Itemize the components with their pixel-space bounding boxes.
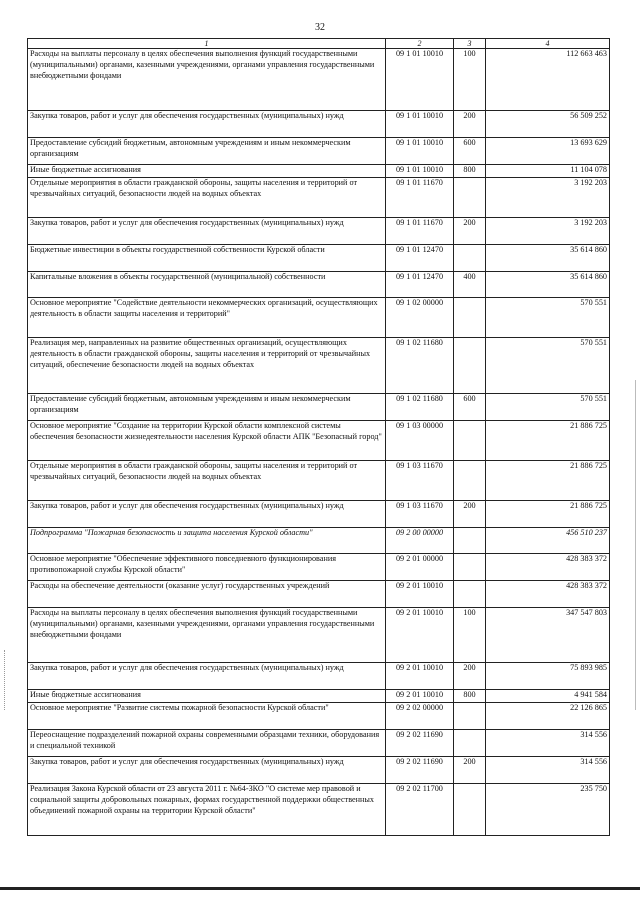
row-sum: 456 510 237	[486, 528, 610, 554]
header-row	[28, 39, 610, 49]
table-row	[28, 581, 610, 608]
table-row	[28, 49, 610, 111]
table-row	[28, 554, 610, 581]
table-row	[28, 690, 610, 703]
row-type	[454, 245, 486, 272]
table-row	[28, 218, 610, 245]
row-sum: 428 383 372	[486, 554, 610, 581]
table-row	[28, 501, 610, 528]
row-code: 09 2 00 00000	[386, 528, 454, 554]
row-type: 600	[454, 138, 486, 165]
row-sum: 11 104 078	[486, 165, 610, 178]
row-type: 400	[454, 272, 486, 298]
row-type	[454, 554, 486, 581]
row-type: 200	[454, 501, 486, 528]
row-sum: 428 383 372	[486, 581, 610, 608]
row-code: 09 1 01 12470	[386, 245, 454, 272]
column-header-code: 2	[386, 39, 454, 49]
row-code: 09 1 01 11670	[386, 218, 454, 245]
column-header-sum: 4	[486, 39, 610, 49]
row-code: 09 2 02 00000	[386, 703, 454, 730]
row-sum: 13 693 629	[486, 138, 610, 165]
column-header-name: 1	[28, 39, 386, 49]
table-row	[28, 421, 610, 461]
row-type	[454, 338, 486, 394]
row-type	[454, 784, 486, 836]
row-code: 09 2 01 00000	[386, 554, 454, 581]
row-sum: 56 509 252	[486, 111, 610, 138]
row-type: 800	[454, 690, 486, 703]
row-code: 09 1 01 12470	[386, 272, 454, 298]
row-code: 09 1 03 11670	[386, 501, 454, 528]
row-sum: 35 614 860	[486, 245, 610, 272]
row-code: 09 1 01 10010	[386, 49, 454, 111]
row-name: Отдельные мероприятия в области гражданской обороны, защиты населения и территорий от чрезвычайных ситуаций, безопасности людей на водных объектах	[28, 178, 386, 218]
table-row	[28, 178, 610, 218]
row-code: 09 1 02 11680	[386, 394, 454, 421]
table-row	[28, 245, 610, 272]
row-type: 100	[454, 49, 486, 111]
row-type	[454, 730, 486, 757]
row-code: 09 1 02 11680	[386, 338, 454, 394]
row-name: Реализация мер, направленных на развитие общественных организаций, осуществляющих деятельность в области гражданской обороны, защиты населения и территорий от чрезвычайных ситуаций, обеспечение безопасности людей на водных объектах	[28, 338, 386, 394]
row-name: Закупка товаров, работ и услуг для обеспечения государственных (муниципальных) нужд	[28, 111, 386, 138]
page-number: 32	[315, 22, 325, 33]
table-row	[28, 338, 610, 394]
row-code: 09 1 01 10010	[386, 165, 454, 178]
row-sum: 314 556	[486, 757, 610, 784]
bottom-rule	[0, 887, 640, 890]
table-row	[28, 138, 610, 165]
row-type	[454, 461, 486, 501]
row-sum: 75 893 985	[486, 663, 610, 690]
row-name: Основное мероприятие "Обеспечение эффективного повседневного функционирования противопожарной службы Курской области"	[28, 554, 386, 581]
row-sum: 4 941 584	[486, 690, 610, 703]
row-name: Отдельные мероприятия в области гражданской обороны, защиты населения и территорий от чрезвычайных ситуаций, безопасности людей на водных объектах	[28, 461, 386, 501]
row-name: Основное мероприятие "Содействие деятельности некоммерческих организаций, осуществляющих деятельность в области защиты населения и территорий"	[28, 298, 386, 338]
row-type	[454, 178, 486, 218]
table-row	[28, 757, 610, 784]
row-name: Основное мероприятие "Развитие системы пожарной безопасности Курской области"	[28, 703, 386, 730]
row-code: 09 1 02 00000	[386, 298, 454, 338]
row-type	[454, 421, 486, 461]
row-sum: 347 547 803	[486, 608, 610, 663]
row-name: Основное мероприятие "Создание на территории Курской области комплексной системы обеспечения безопасности жизнедеятельности населения Курской области АПК "Безопасный город"	[28, 421, 386, 461]
row-sum: 21 886 725	[486, 461, 610, 501]
row-type: 200	[454, 218, 486, 245]
row-sum: 21 886 725	[486, 421, 610, 461]
row-name: Закупка товаров, работ и услуг для обеспечения государственных (муниципальных) нужд	[28, 757, 386, 784]
row-code: 09 1 01 11670	[386, 178, 454, 218]
row-type	[454, 703, 486, 730]
scan-margin-dots	[4, 650, 6, 710]
table-row	[28, 608, 610, 663]
table-row	[28, 111, 610, 138]
row-code: 09 2 01 10010	[386, 581, 454, 608]
row-name: Бюджетные инвестиции в объекты государственной собственности Курской области	[28, 245, 386, 272]
table-row	[28, 394, 610, 421]
row-sum: 35 614 860	[486, 272, 610, 298]
row-name: Капитальные вложения в объекты государственной (муниципальной) собственности	[28, 272, 386, 298]
table-row	[28, 703, 610, 730]
row-name: Подпрограмма "Пожарная безопасность и защита населения Курской области"	[28, 528, 386, 554]
row-code: 09 2 01 10010	[386, 608, 454, 663]
table-row	[28, 784, 610, 836]
row-type: 200	[454, 111, 486, 138]
row-name: Закупка товаров, работ и услуг для обеспечения государственных (муниципальных) нужд	[28, 501, 386, 528]
row-code: 09 1 01 10010	[386, 138, 454, 165]
scan-edge-line	[635, 380, 636, 710]
row-name: Предоставление субсидий бюджетным, автономным учреждениям и иным некоммерческим организациям	[28, 394, 386, 421]
row-name: Переоснащение подразделений пожарной охраны современными образцами техники, оборудования и специальной техникой	[28, 730, 386, 757]
row-code: 09 2 02 11700	[386, 784, 454, 836]
row-name: Иные бюджетные ассигнования	[28, 165, 386, 178]
row-type: 600	[454, 394, 486, 421]
row-name: Расходы на выплаты персоналу в целях обеспечения выполнения функций государственными (муниципальными) органами, казенными учреждениями, органами управления государственными внебюджетными фондами	[28, 608, 386, 663]
row-type	[454, 581, 486, 608]
row-code: 09 2 01 10010	[386, 690, 454, 703]
table-row	[28, 461, 610, 501]
column-header-type: 3	[454, 39, 486, 49]
row-sum: 570 551	[486, 394, 610, 421]
table-row	[28, 730, 610, 757]
row-sum: 235 750	[486, 784, 610, 836]
row-name: Иные бюджетные ассигнования	[28, 690, 386, 703]
row-type: 200	[454, 757, 486, 784]
row-code: 09 2 02 11690	[386, 730, 454, 757]
row-name: Расходы на выплаты персоналу в целях обеспечения выполнения функций государственными (муниципальными) органами, казенными учреждениями, органами управления государственными внебюджетными фондами	[28, 49, 386, 111]
table-row-subprogram	[28, 528, 610, 554]
row-code: 09 1 01 10010	[386, 111, 454, 138]
table-row	[28, 663, 610, 690]
row-name: Расходы на обеспечение деятельности (оказание услуг) государственных учреждений	[28, 581, 386, 608]
row-name: Реализация Закона Курской области от 23 августа 2011 г. №64-ЗКО "О системе мер правовой и социальной защиты добровольных пожарных, формах государственной поддержки общественных объединений пожарной охраны на территории Курской области"	[28, 784, 386, 836]
table-row	[28, 165, 610, 178]
row-code: 09 2 01 10010	[386, 663, 454, 690]
row-type: 100	[454, 608, 486, 663]
budget-table	[27, 38, 610, 836]
row-type	[454, 298, 486, 338]
row-sum: 314 556	[486, 730, 610, 757]
row-type: 800	[454, 165, 486, 178]
row-code: 09 2 02 11690	[386, 757, 454, 784]
row-code: 09 1 03 11670	[386, 461, 454, 501]
row-type	[454, 528, 486, 554]
row-name: Закупка товаров, работ и услуг для обеспечения государственных (муниципальных) нужд	[28, 218, 386, 245]
row-name: Предоставление субсидий бюджетным, автономным учреждениям и иным некоммерческим организациям	[28, 138, 386, 165]
row-sum: 22 126 865	[486, 703, 610, 730]
row-sum: 3 192 203	[486, 178, 610, 218]
row-sum: 3 192 203	[486, 218, 610, 245]
row-type: 200	[454, 663, 486, 690]
row-code: 09 1 03 00000	[386, 421, 454, 461]
row-sum: 570 551	[486, 338, 610, 394]
row-sum: 570 551	[486, 298, 610, 338]
row-name: Закупка товаров, работ и услуг для обеспечения государственных (муниципальных) нужд	[28, 663, 386, 690]
table-row	[28, 298, 610, 338]
row-sum: 112 663 463	[486, 49, 610, 111]
table-row	[28, 272, 610, 298]
row-sum: 21 886 725	[486, 501, 610, 528]
